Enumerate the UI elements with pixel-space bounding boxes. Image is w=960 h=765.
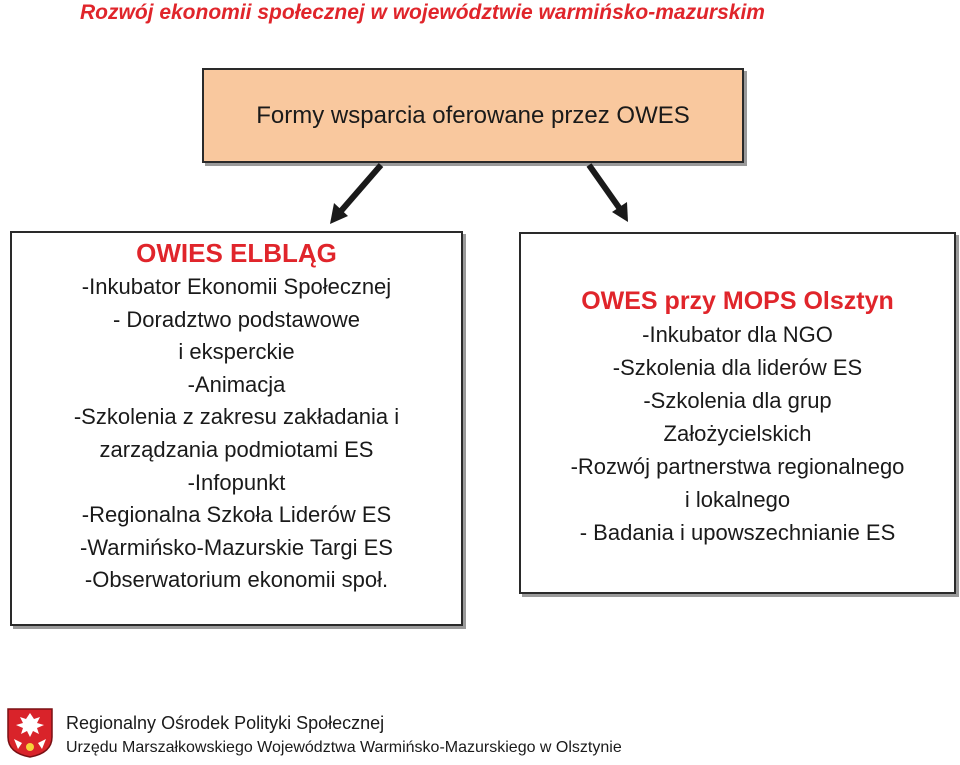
arrow-right-line <box>589 165 620 209</box>
list-item: Założycielskich <box>663 421 812 446</box>
list-item: -Warmińsko-Mazurskie Targi ES <box>80 534 393 560</box>
box-heading-owes-mops: OWES przy MOPS Olsztyn <box>581 287 894 315</box>
slide-title: Rozwój ekonomii społecznej w województwie warmińsko-mazurskim <box>80 1 765 24</box>
list-item: -Infopunkt <box>187 469 286 495</box>
list-item: zarządzania podmiotami ES <box>99 436 374 462</box>
box-heading-owies-elblag: OWIES ELBLĄG <box>136 238 337 268</box>
list-item: -Szkolenia dla liderów ES <box>612 355 863 380</box>
list-item: - Doradztwo podstawowe <box>112 306 360 332</box>
arrow-left-line <box>341 165 381 211</box>
list-item: -Rozwój partnerstwa regionalnego <box>570 454 905 479</box>
coat-of-arms-icon <box>6 707 54 759</box>
list-item: i lokalnego <box>684 487 791 512</box>
list-item: -Inkubator Ekonomii Społecznej <box>81 274 392 299</box>
list-item: -Szkolenia dla grup <box>643 388 832 413</box>
top-box-label: Formy wsparcia oferowane przez OWES <box>256 101 690 129</box>
list-item: -Regionalna Szkoła Liderów ES <box>81 502 392 528</box>
list-item: -Szkolenia z zakresu zakładania i <box>73 404 400 430</box>
list-item: - Badania i upowszechnianie ES <box>579 520 896 545</box>
list-item: -Inkubator dla NGO <box>642 322 833 347</box>
box-owies-elblag <box>10 231 463 626</box>
list-item: i eksperckie <box>178 339 295 365</box>
list-item: -Animacja <box>187 371 286 397</box>
box-owes-mops-olsztyn <box>519 232 956 594</box>
footer-org-subtitle: Urzędu Marszałkowskiego Województwa Warmińsko-Mazurskiego w Olsztynie <box>66 739 622 756</box>
footer-org-name: Regionalny Ośrodek Polityki Społecznej <box>66 713 385 733</box>
list-item: -Obserwatorium ekonomii społ. <box>84 567 389 593</box>
